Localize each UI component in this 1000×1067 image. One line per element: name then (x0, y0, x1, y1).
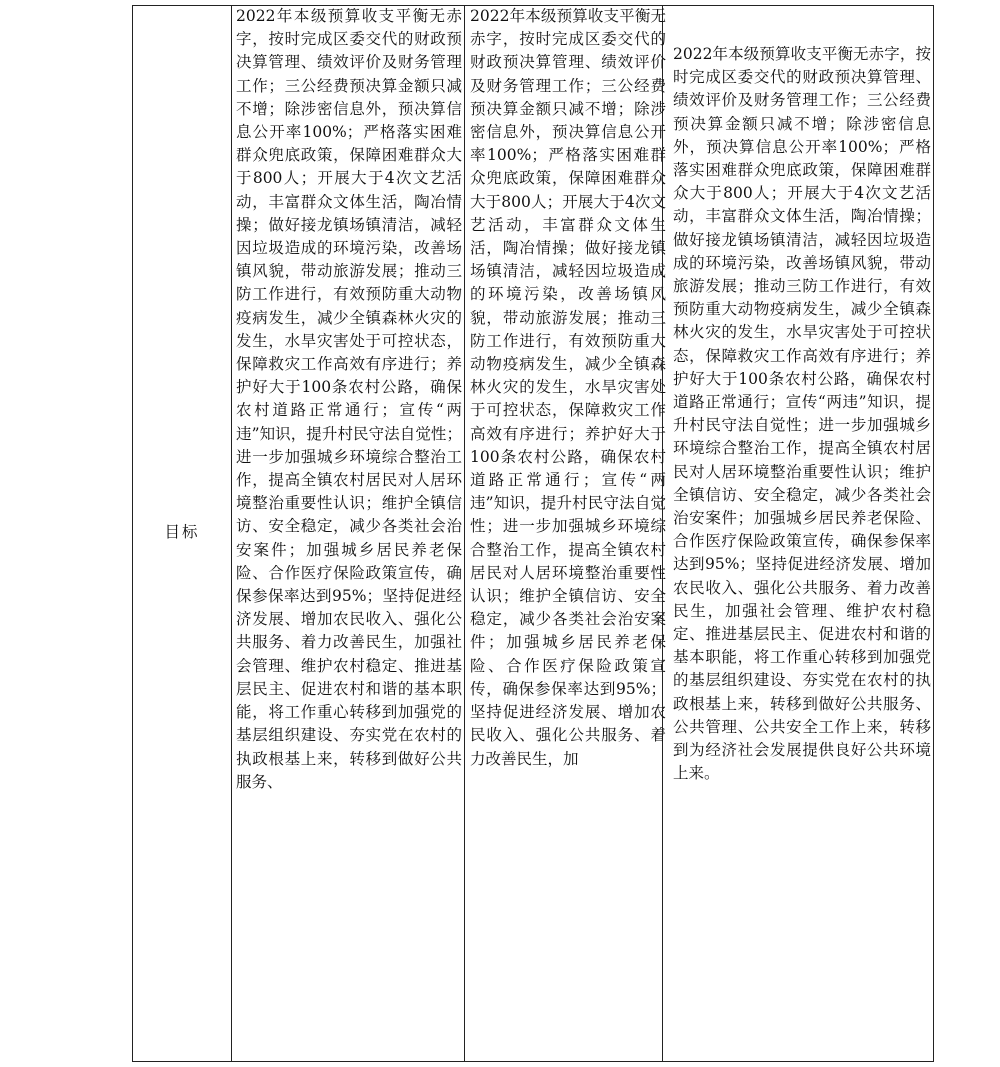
goal-paragraph: 2022年本级预算收支平衡无赤字，按时完成区委交代的财政预决算管理、绩效评价及财务管理工作；三公经费预决算金额只减不增；除涉密信息外，预决算信息公开率100%；严格落实困难群众兜底政策，保障困难群众大于800人；开展大于4次文艺活动，丰富群众文体生活，陶冶情操；做好接龙镇场镇清洁，减轻因垃圾造成的环境污染，改善场镇风貌，带动旅游发展；推动三防工作进行，有效预防重大动物疫病发生，减少全镇森林火灾的发生，水旱灾害处于可控状态，保障救灾工作高效有序进行；养护好大于100条农村公路，确保农村道路正常通行；宣传“两违”知识，提升村民守法自觉性；进一步加强城乡环境综合整治工作，提高全镇农村居民对人居环境整治重要性认识；维护全镇信访、安全稳定，减少各类社会治安案件；加强城乡居民养老保险、合作医疗保险政策宣传，确保参保率达到95%；坚持促进经济发展、增加农民收入、强化公共服务、着力改善民生，加强社会管理、维护农村稳定、推进基层民主、促进农村和谐的基本职能，将工作重心转移到加强党的基层组织建设、夯实党在农村的执政根基上来，转移到做好公共服务、公共管理、公共安全工作上来，转移到为经济社会发展提供良好公共环境上来。 (673, 45, 931, 783)
goal-text-col2 (470, 5, 666, 1059)
row-label: 目标 (164, 523, 200, 541)
goal-paragraph: 2022年本级预算收支平衡无赤字，按时完成区委交代的财政预决算管理、绩效评价及财务管理工作；三公经费预决算金额只减不增；除涉密信息外，预决算信息公开率100%；严格落实困难群众兜底政策，保障困难群众大于800人；开展大于4次文艺活动，丰富群众文体生活，陶冶情操；做好接龙镇场镇清洁，减轻因垃圾造成的环境污染，改善场镇风貌，带动旅游发展；推动三防工作进行，有效预防重大动物疫病发生，减少全镇森林火灾的发生，水旱灾害处于可控状态，保障救灾工作高效有序进行；养护好大于100条农村公路，确保农村道路正常通行；宣传“两违”知识，提升村民守法自觉性；进一步加强城乡环境综合整治工作，提高全镇农村居民对人居环境整治重要性认识；维护全镇信访、安全稳定，减少各类社会治安案件；加强城乡居民养老保险、合作医疗保险政策宣传，确保参保率达到95%；坚持促进经济发展、增加农民收入、强化公共服务、着力改善民生，加强社会管理、维护农村稳定、推进基层民主、促进农村和谐的基本职能，将工作重心转移到加强党的基层组织建设、夯实党在农村的执政根基上来，转移到做好公共服务、 (236, 7, 462, 791)
goal-text-col3 (673, 43, 931, 786)
goal-text-col1 (236, 5, 462, 1059)
goal-paragraph: 2022年本级预算收支平衡无赤字，按时完成区委交代的财政预决算管理、绩效评价及财务管理工作；三公经费预决算金额只减不增；除涉密信息外，预决算信息公开率100%；严格落实困难群众兜底政策，保障困难群众大于800人；开展大于4次文艺活动，丰富群众文体生活，陶冶情操；做好接龙镇场镇清洁，减轻因垃圾造成的环境污染，改善场镇风貌，带动旅游发展；推动三防工作进行，有效预防重大动物疫病发生，减少全镇森林火灾的发生，水旱灾害处于可控状态，保障救灾工作高效有序进行；养护好大于100条农村公路，确保农村道路正常通行；宣传“两违”知识，提升村民守法自觉性；进一步加强城乡环境综合整治工作，提高全镇农村居民对人居环境整治重要性认识；维护全镇信访、安全稳定，减少各类社会治安案件；加强城乡居民养老保险、合作医疗保险政策宣传，确保参保率达到95%；坚持促进经济发展、增加农民收入、强化公共服务、着力改善民生，加 (470, 7, 666, 768)
